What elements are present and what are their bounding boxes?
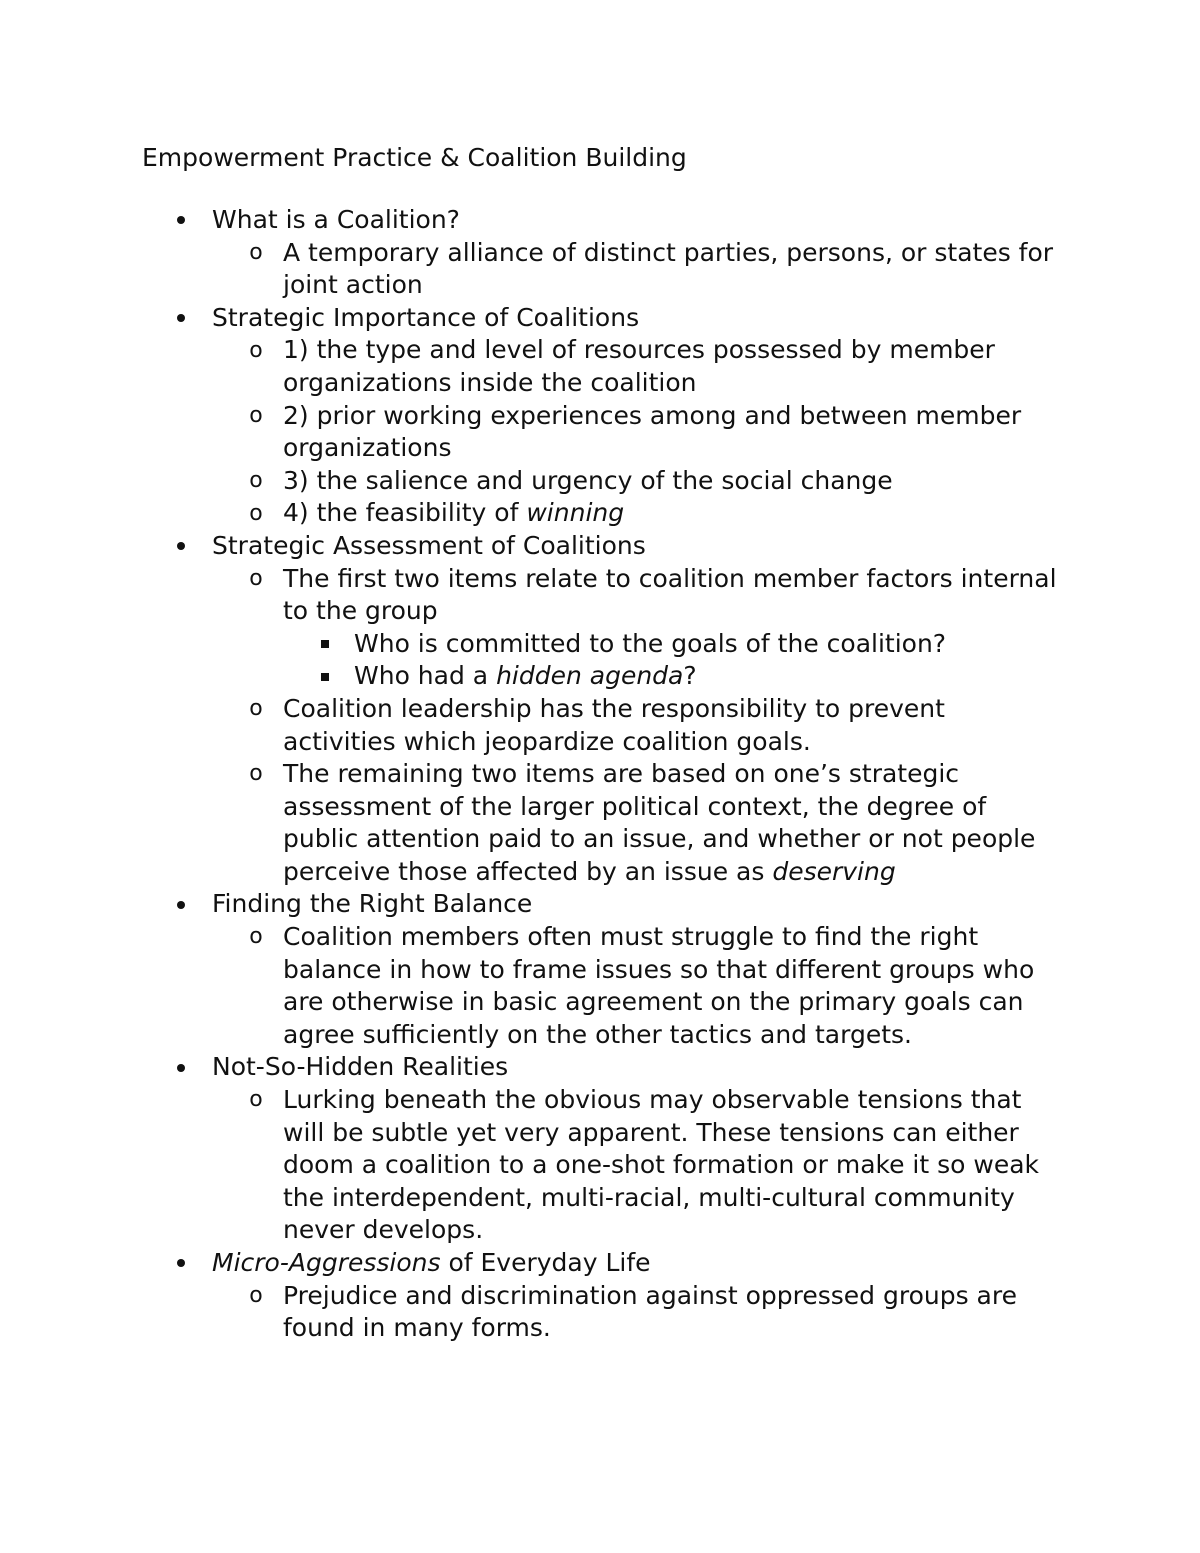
circle-bullet-icon: o bbox=[249, 565, 263, 591]
list-item-text: 2) prior working experiences among and between member organizations bbox=[283, 400, 1022, 463]
bullet-icon bbox=[166, 302, 196, 335]
circle-bullet-icon: o bbox=[249, 468, 263, 494]
list-item-text: Lurking beneath the obvious may observable tensions that will be subtle yet very apparent. These tensions can either doom a coalition to a one-shot formation or make it so weak the interdependent, multi-racial, multi-cultural community never develops. bbox=[283, 1085, 1040, 1245]
italic-emphasis: hidden agenda bbox=[496, 661, 684, 691]
list-item-text: A temporary alliance of distinct parties, persons, or states for joint action bbox=[283, 237, 1054, 300]
list-item bbox=[0, 400, 1200, 465]
section-heading: Strategic Importance of Coalitions bbox=[212, 302, 640, 332]
list-item bbox=[0, 334, 1200, 399]
bullet-icon bbox=[166, 1247, 196, 1280]
circle-bullet-icon: o bbox=[249, 1087, 263, 1113]
circle-bullet-icon: o bbox=[249, 239, 263, 265]
list-item bbox=[0, 888, 1200, 921]
circle-bullet-icon: o bbox=[249, 500, 263, 526]
list-item bbox=[0, 204, 1200, 237]
list-item-text bbox=[283, 497, 1058, 530]
list-item-text-part: Who had a bbox=[354, 661, 497, 691]
section-heading: Strategic Assessment of Coalitions bbox=[212, 530, 646, 560]
section-heading-part: of Everyday Life bbox=[440, 1248, 651, 1277]
list-item bbox=[0, 628, 1200, 661]
section-heading bbox=[212, 1247, 1072, 1280]
circle-bullet-icon: o bbox=[249, 924, 263, 950]
circle-bullet-icon: o bbox=[249, 696, 263, 722]
list-item-text: The first two items relate to coalition member factors internal to the group bbox=[283, 563, 1057, 626]
list-item bbox=[0, 465, 1200, 498]
list-item bbox=[0, 921, 1200, 1051]
document-title: Empowerment Practice & Coalition Building bbox=[142, 143, 687, 172]
list-item-text: Prejudice and discrimination against oppressed groups are found in many forms. bbox=[283, 1280, 1017, 1343]
list-item-text bbox=[283, 758, 1058, 888]
document-outline bbox=[0, 204, 1200, 1345]
bullet-icon bbox=[166, 204, 196, 237]
list-item bbox=[0, 563, 1200, 628]
list-item bbox=[0, 693, 1200, 758]
list-item-text: Coalition leadership has the responsibility to prevent activities which jeopardize coalition goals. bbox=[283, 693, 945, 756]
italic-emphasis: deserving bbox=[772, 856, 896, 886]
italic-emphasis: Micro-Aggressions bbox=[212, 1248, 441, 1277]
list-item-text-part: ? bbox=[683, 661, 697, 691]
list-item-text-part: 4) the feasibility of bbox=[283, 498, 527, 528]
list-item bbox=[0, 758, 1200, 888]
bullet-icon bbox=[166, 888, 196, 921]
circle-bullet-icon: o bbox=[249, 761, 263, 787]
list-item-text: Coalition members often must struggle to find the right balance in how to frame issues so that different groups who are otherwise in basic agreement on the primary goals can agree sufficiently on the other tactics and targets. bbox=[283, 922, 1035, 1049]
list-item bbox=[0, 497, 1200, 530]
list-item bbox=[0, 1280, 1200, 1345]
list-item-text bbox=[354, 660, 1064, 693]
square-bullet-icon bbox=[310, 660, 340, 693]
list-item-text: 1) the type and level of resources possessed by member organizations inside the coalition bbox=[283, 335, 995, 397]
circle-bullet-icon: o bbox=[249, 402, 263, 428]
bullet-icon bbox=[166, 1051, 196, 1084]
bullet-icon bbox=[166, 530, 196, 563]
square-bullet-icon bbox=[310, 628, 340, 661]
circle-bullet-icon: o bbox=[249, 337, 263, 363]
italic-emphasis: winning bbox=[526, 498, 625, 528]
section-heading: Not-So-Hidden Realities bbox=[212, 1052, 509, 1082]
list-item bbox=[0, 660, 1200, 693]
list-item-text-part: The remaining two items are based on one’s strategic assessment of the larger political context, the degree of public attention paid to an issue, and whether or not people perceive those affected by an issue as bbox=[283, 759, 1036, 886]
section-heading: What is a Coalition? bbox=[212, 205, 460, 234]
circle-bullet-icon: o bbox=[249, 1282, 263, 1308]
list-item bbox=[0, 1084, 1200, 1247]
list-item bbox=[0, 530, 1200, 563]
list-item bbox=[0, 237, 1200, 302]
list-item bbox=[0, 1247, 1200, 1280]
section-heading: Finding the Right Balance bbox=[212, 889, 533, 919]
list-item bbox=[0, 302, 1200, 335]
list-item-text: Who is committed to the goals of the coalition? bbox=[354, 628, 947, 658]
list-item-text: 3) the salience and urgency of the social change bbox=[283, 465, 893, 495]
list-item bbox=[0, 1051, 1200, 1084]
